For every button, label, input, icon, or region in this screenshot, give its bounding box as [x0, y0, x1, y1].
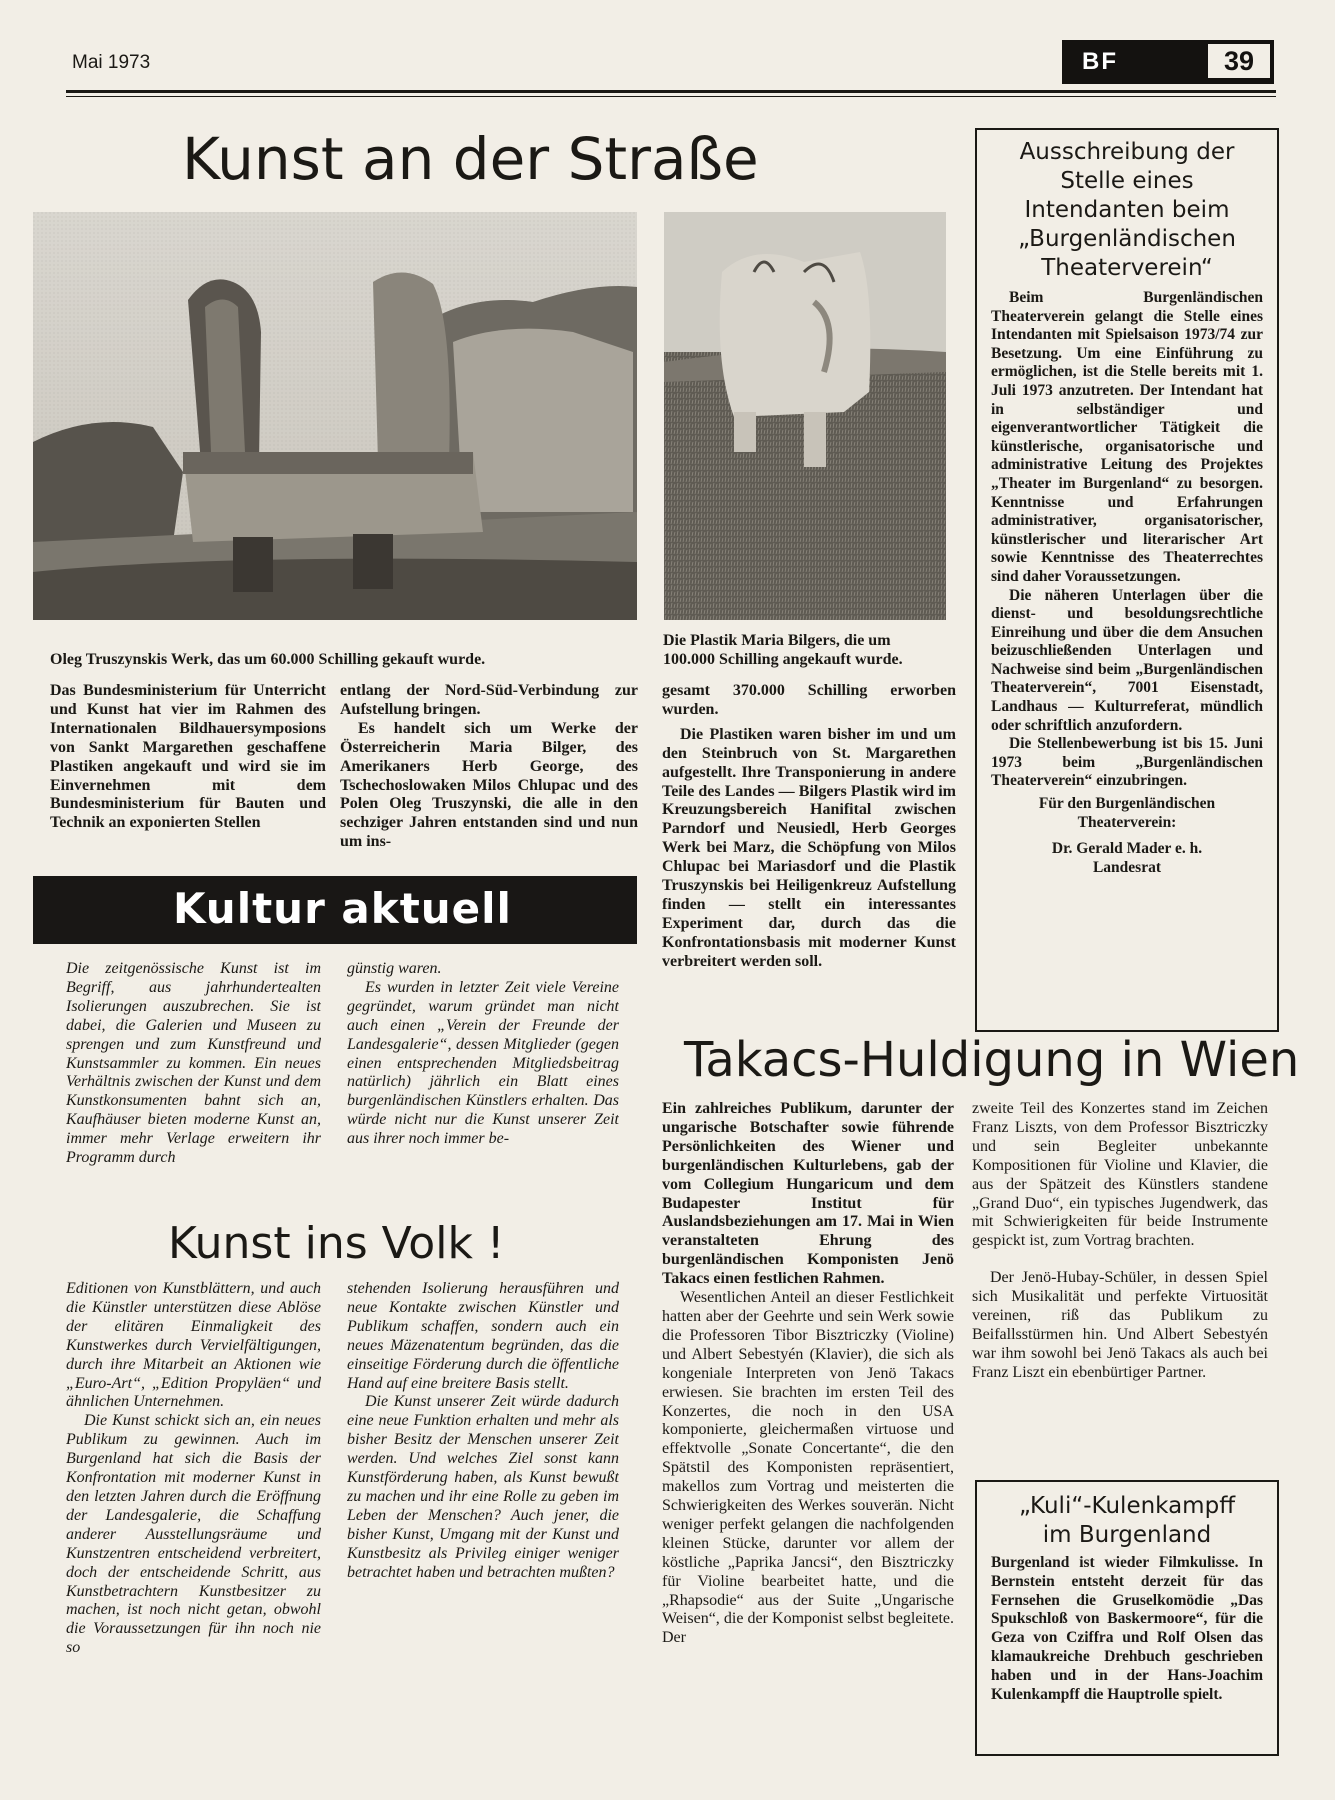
ausschreibung-sig4: Landesrat [1092, 858, 1162, 876]
kultur-col2-text-b: Es wurden in letzter Zeit viele Vereine gegründet, warum gründet man nicht auch einen „Verein der Freunde der Landesgalerie“, dessen Mitglieder (gegen einen entsprechenden Mitgliedsbeitrag natürlich) jährlich ein Blatt eines burgenländischen Künstlers erhalten. Das würde nicht nur die Kunst unserer Zeit aus ihrer noch immer be- [347, 978, 619, 1148]
issue-date: Mai 1973 [72, 52, 151, 73]
photo-bilger-sculpture [664, 212, 946, 620]
caption-truszynski: Oleg Truszynskis Werk, das um 60.000 Schilling gekauft wurde. [50, 651, 486, 668]
article1-col2-text-a: entlang der Nord-Süd-Verbindung zur Aufstellung bringen. [340, 682, 638, 718]
article1-col1-text: Das Bundesministerium für Unterricht und Kunst hat vier im Rahmen des Internationalen Bildhauersymposions von Sankt Margarethen geschaffene Plastiken angekauft und wird sie im Einvernehmen mit dem Bundesministerium für Bauten und Technik an exponierten Stellen [50, 682, 326, 832]
article1-col2-text-b: Es handelt sich um Werke der Österreicherin Maria Bilger, des Amerikaners Herb George, des Tschechoslowaken Milos Chlupac und des Polen Oleg Truszynski, die alle in den sechziger Jahren entstanden sind und nun um ins- [340, 719, 638, 851]
ausschreibung-sig3: Dr. Gerald Mader e. h. [1051, 840, 1203, 858]
header-rule [66, 90, 1276, 93]
kuli-body [991, 1554, 1263, 1704]
logo-text: BF [1082, 48, 1118, 75]
article1-col3 [662, 682, 956, 1022]
ausschreibung-body [991, 289, 1263, 877]
takacs-lead: Ein zahlreiches Publikum, darunter der ungarische Botschafter sowie führende Persönlichkeiten des Wiener und burgenländischen Kulturlebens, gab der vom Collegium Hungaricum und dem Budapester Institut für Auslandsbeziehungen am 17. Mai in Wien veranstalteten Ehrung des burgenländischen Komponisten Jenö Takacs einen festlichen Rahmen. [662, 1100, 954, 1288]
magazine-logo [1062, 40, 1274, 84]
takacs-p1: Wesentlichen Anteil an dieser Festlichkeit hatten aber der Geehrte und sein Werk sowie die Professoren Tibor Bisztriczky (Violine) und Albert Sebestyén (Klavier), die sich als kongeniale Interpreten von Jenö Takacs erwiesen. Sie brachten im ersten Teil des Konzertes, die noch in den USA komponierte, gleichermaßen virtuose und effektvolle „Sonate Concertante“, die den Spätstil des Komponisten repräsentiert, makellos zum Vortrag und meisterten die Schwierigkeiten des Werkes souverän. Nicht weniger perfekt gelangen die nachfolgenden kleinen Stücke, darunter vor allem der köstliche „Paprika Jancsi“, den Bisztriczky für Violine bearbeitet hatte, und die „Rhapsodie“ aus der Suite „Ungarische Weisen“, die der Komponist selbst begleitete. Der [662, 1289, 954, 1647]
article1-col1 [50, 682, 326, 852]
caption-bilger [663, 631, 963, 669]
volk-col1-text-b: Die Kunst schickt sich an, ein neues Publikum zu gewinnen. Auch im Burgenland hat sich die Basis der Konfrontation mit moderner Kunst in den letzten Jahren durch die Eröffnung der Landesgalerie, die Schaffung anderer Ausstellungsräume und Kunstzentren entscheidend verbreitert, doch der entscheidende Schritt, aus Kunstbetrachtern Kunstbesitzer zu machen, ist noch nicht getan, obwohl die Voraussetzungen für ihn noch nie so [66, 1412, 321, 1657]
page-number: 39 [1208, 44, 1270, 78]
ausschreibung-sig2: Theaterverein: [1077, 813, 1177, 831]
volk-col2-text-b: Die Kunst unserer Zeit würde dadurch eine neue Funktion erhalten und mehr als bisher Besitz der Menschen unserer Zeit werden. Und welches Ziel sonst kann Kunstförderung haben, als Kunst bewußt zu machen und ihr eine Rolle zu geben im Leben der Menschen? Auch jener, die bisher Kunst, Umgang mit der Kunst und Kunstbesitz als Privileg einiger weniger betrachtet haben und betrachten mußten? [347, 1393, 619, 1581]
kultur-col1 [66, 960, 321, 1190]
ausschreibung-p2: Die näheren Unterlagen über die dienst- und besoldungsrechtliche Einreihung und über die dem Ansuchen beizuschließenden Unterlagen und Nachweise sind beim „Burgenländischen Theaterverein“, 7001 Eisenstadt, Landhaus — Kulturreferat, mündlich oder schriftlich anzufordern. [991, 586, 1263, 734]
caption-bilger-line1: Die Plastik Maria Bilgers, die um [663, 632, 891, 649]
header-rule-thin [66, 96, 1276, 97]
article1-col2 [340, 682, 638, 852]
article1-col3-text-a: gesamt 370.000 Schilling erworben wurden. [662, 682, 956, 718]
takacs-col2 [972, 1100, 1268, 1470]
ausschreibung-sig1: Für den Burgenländischen [1038, 795, 1216, 813]
volk-col2 [347, 1280, 619, 1740]
ausschreibung-title: Ausschreibung der Stelle eines Intendanten beim „Burgenländischen Theaterverein“ [1018, 139, 1236, 281]
kultur-aktuell-banner [33, 876, 637, 944]
caption-bilger-line2: 100.000 Schilling angekauft wurde. [663, 651, 903, 668]
article1-col3-text-b: Die Plastiken waren bisher im und um den Steinbruch von St. Margarethen aufgestellt. Ihre Transponierung in andere Teile des Landes — Bilgers Plastik wird im Kreuzungsbereich Hanifital zwischen Parndorf und Neusiedl, Herb Georges Werk bei Marz, die Schöpfung von Milos Chlupac bei Mariasdorf und die Plastik Truszynskis bei Heiligenkreuz Aufstellung finden — stellt ein interessantes Experiment dar, durch das die Konfrontationsbasis mit moderner Kunst verbreitert werden soll. [662, 725, 956, 970]
kultur-col2-text-a: günstig waren. [347, 960, 442, 977]
kultur-col1-text: Die zeitgenössische Kunst ist im Begriff, aus jahrhundertealten Isolierungen auszubrechen. Sie ist dabei, die Galerien und Museen zu sprengen und zum Kunstfreund und Kunstsammler zu kommen. Ein neues Verhältnis zwischen der Kunst und dem Kunstkonsumenten bahnt sich an, Kaufhäuser bieten moderne Kunst an, immer mehr Verlage erweitern ihr Programm durch [66, 960, 321, 1167]
ausschreibung-box [975, 128, 1279, 1032]
bilger-photo-graphic [664, 212, 946, 620]
photo-truszynski-sculpture [33, 212, 637, 620]
volk-col1-text-a: Editionen von Kunstblättern, und auch die Künstler unterstützen diese Ablöse der elitären Einmaligkeit des Kunstwerkes durch Vervielfältigungen, durch ihre Mitarbeit an Aktionen wie „Euro-Art“, „Edition Propyläen“ und ähnlichen Unternehmen. [66, 1280, 321, 1411]
kuli-text: Burgenland ist wieder Filmkulisse. In Bernstein entsteht derzeit für das Fernsehen die Gruselkomödie „Das Spukschloß von Baskermoore“, für die Geza von Cziffra und Rolf Olsen das klamaukreiche Drehbuch geschrieben haben und in der Hans-Joachim Kulenkampff die Hauptrolle spielt. [991, 1554, 1263, 1703]
ausschreibung-p1: Beim Burgenländischen Theaterverein gelangt die Stelle eines Intendanten mit Spielsaison 1973/74 zur Besetzung. Um eine Einführung zu ermöglichen, ist die Stelle bereits mit 1. Juli 1973 anzutreten. Der Intendant hat in selbständiger und eigenverantwortlicher Tätigkeit die künstlerische, organisatorische und administrative Leitung des Projektes „Theater im Burgenland“ zu besorgen. Kenntnisse und Erfahrungen administrativer, organisatorischer, künstlerischer und literarischer Art sowie Kenntnisse des Theaterrechtes sind daher Voraussetzungen. [991, 289, 1263, 585]
takacs-p2: zweite Teil des Konzertes stand im Zeichen Franz Liszts, von dem Professor Bisztriczky und sein Begleiter unbekannte Kompositionen für Violine und Klavier, die aus der Spätzeit des Künstlers standene „Grand Duo“, ein typisches Jugendwerk, das mit Schwierigkeiten für beide Instrumente gespickt ist, zum Vortrag brachten. [972, 1100, 1268, 1250]
volk-col2-text-a: stehenden Isolierung herausführen und neue Kontakte zwischen Künstler und Publikum schaffen, sondern auch ein neues Mäzenatentum begründen, das die einseitige Förderung durch die öffentliche Hand auf eine breitere Basis stellt. [347, 1280, 619, 1392]
volk-col1 [66, 1280, 321, 1740]
kunst-ins-volk-title: Kunst ins Volk ! [168, 1218, 505, 1269]
kuli-title-line1: „Kuli“-Kulenkampff [1018, 1493, 1236, 1519]
ausschreibung-p3: Die Stellenbewerbung ist bis 15. Juni 1973 beim „Burgenländischen Theaterverein“ einzubringen. [991, 735, 1263, 790]
kultur-aktuell-title: Kultur aktuell [173, 884, 512, 933]
sculpture-photo-graphic [33, 212, 637, 620]
takacs-p3: Der Jenö-Hubay-Schüler, in dessen Spiel sich Musikalität und perfekte Virtuosität vereinen, riß das Publikum zu Beifallsstürmen hin. Und Albert Sebestyén war ihm sowohl bei Jenö Takacs als auch bei Franz Liszt ein ebenbürtiger Partner. [972, 1269, 1268, 1381]
takacs-col1 [662, 1100, 954, 1760]
kuli-box [975, 1480, 1279, 1756]
kuli-title-line2: im Burgenland [1042, 1522, 1212, 1548]
article-title-kunst-strasse: Kunst an der Straße [182, 125, 759, 193]
takacs-title: Takacs-Huldigung in Wien [684, 1032, 1300, 1088]
kuli-title [987, 1492, 1267, 1550]
kultur-col2 [347, 960, 619, 1190]
